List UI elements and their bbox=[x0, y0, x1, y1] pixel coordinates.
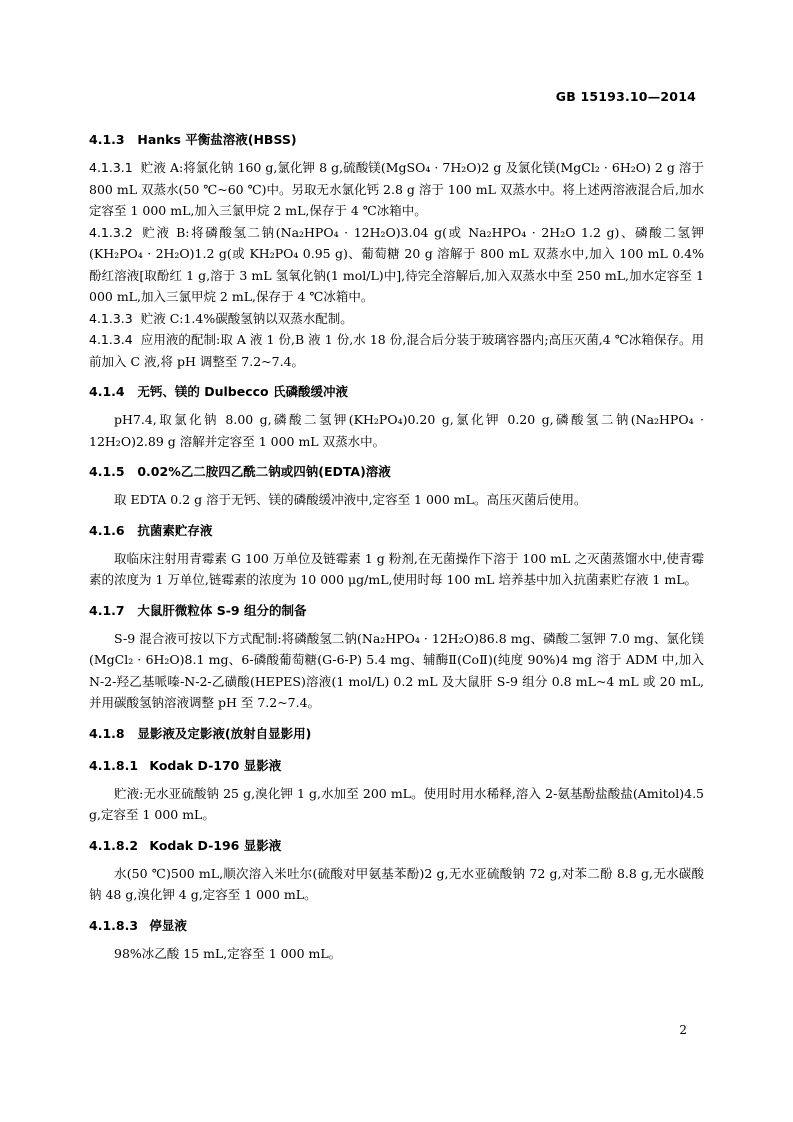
section-number: 4.1.4 bbox=[89, 384, 125, 399]
paragraph-4-1-5: 取 EDTA 0.2 g 溶于无钙、镁的磷酸缓冲液中,定容至 1 000 mL。高压灭菌后使用。 bbox=[114, 492, 587, 507]
section-heading bbox=[89, 382, 704, 400]
section-heading bbox=[89, 724, 704, 742]
section-heading bbox=[89, 601, 704, 619]
section-title: 抗菌素贮存液 bbox=[137, 522, 213, 538]
subsection-heading bbox=[89, 916, 704, 934]
page-content bbox=[89, 130, 704, 964]
section-title: 无钙、镁的 Dulbecco 氏磷酸缓冲液 bbox=[137, 384, 348, 399]
clause-number: 4.1.3.2 bbox=[89, 224, 133, 240]
section-title: Kodak D-196 显影液 bbox=[149, 837, 282, 853]
clause-number: 4.1.3.4 bbox=[89, 332, 133, 347]
subsection-heading bbox=[89, 756, 704, 774]
standard-code: GB 15193.10—2014 bbox=[555, 89, 696, 104]
section-title: Hanks 平衡盐溶液(HBSS) bbox=[137, 132, 297, 147]
section-heading bbox=[89, 521, 704, 539]
section-number: 4.1.3 bbox=[89, 132, 125, 147]
clause-text: 应用液的配制:取 A 液 1 份,B 液 1 份,水 18 份,混合后分装于玻璃容器内;高压灭菌,4 ℃冰箱保存。用前加入 C 液,将 pH 调整至 7.2~7.4。 bbox=[89, 332, 704, 369]
section-title: 大鼠肝微粒体 S-9 组分的制备 bbox=[137, 602, 307, 618]
paragraph-4-1-3-2 bbox=[89, 222, 704, 308]
paragraph-4-1-7: S-9 混合液可按以下方式配制:将磷酸氢二钠(Na₂HPO₄ · 12H₂O)86.8 mg、磷酸二氢钾 7.0 mg、氯化镁(MgCl₂ · 6H₂O)8.1 mg、6-磷酸葡萄糖(G-6-P) 5.4 mg、辅酶Ⅱ(CoⅡ)(纯度 90%)4 mg 溶于 ADM 中,加入 N-2-羟乙基哌嗪-N-2-乙磺酸(HEPES)溶液(1 mol/L) 0.2 mL 及大鼠肝 S-9 组分 0.8 mL~4 mL 或 20 mL,并用碳酸氢钠溶液调整 pH 至 7.2~7.4。 bbox=[89, 630, 704, 710]
section-number: 4.1.8.2 bbox=[89, 837, 139, 853]
paragraph-4-1-4: pH7.4,取氯化钠 8.00 g,磷酸二氢钾(KH₂PO₄)0.20 g,氯化钾 0.20 g,磷酸氢二钠(Na₂HPO₄ · 12H₂O)2.89 g 溶解并定容至 1 000 mL 双蒸水中。 bbox=[89, 412, 704, 449]
paragraph-4-1-3-1 bbox=[89, 157, 704, 222]
section-number: 4.1.8.3 bbox=[89, 917, 139, 933]
page-number: 2 bbox=[679, 1023, 687, 1037]
clause-number: 4.1.3.1 bbox=[89, 160, 133, 175]
section-number: 4.1.8.1 bbox=[89, 757, 139, 773]
paragraph-4-1-8-1: 贮液:无水亚硫酸钠 25 g,溴化钾 1 g,水加至 200 mL。使用时用水稀释,溶入 2-氨基酚盐酸盐(Amitol)4.5 g,定容至 1 000 mL。 bbox=[89, 785, 704, 822]
clause-text: 贮液 B:将磷酸氢二钠(Na₂HPO₄ · 12H₂O)3.04 g(或 Na₂HPO₄ · 2H₂O 1.2 g)、磷酸二氢钾(KH₂PO₄ · 2H₂O)1.2 g(或 KH₂PO₄ 0.95 g)、葡萄糖 20 g 溶解于 800 mL 双蒸水中,加入 100 mL 0.4% 酚红溶液[取酚红 1 g,溶于 3 mL 氢氧化钠(1 mol/L)中],待完全溶解后,加入双蒸水中至 250 mL,加水定容至 1 000 mL,加入三氯甲烷 2 mL,保存于 4 ℃冰箱中。 bbox=[89, 224, 704, 304]
section-number: 4.1.5 bbox=[89, 464, 125, 479]
paragraph-4-1-3-3 bbox=[89, 308, 704, 330]
section-heading bbox=[89, 130, 704, 148]
paragraph-4-1-8-2: 水(50 ℃)500 mL,顺次溶入米吐尔(硫酸对甲氨基苯酚)2 g,无水亚硫酸钠 72 g,对苯二酚 8.8 g,无水碳酸钠 48 g,溴化钾 4 g,定容至 1 000 mL。 bbox=[89, 865, 704, 902]
subsection-heading bbox=[89, 836, 704, 854]
paragraph-4-1-8-3: 98%冰乙酸 15 mL,定容至 1 000 mL。 bbox=[114, 945, 342, 961]
section-title: Kodak D-170 显影液 bbox=[149, 757, 282, 773]
clause-text: 贮液 C:1.4%碳酸氢钠以双蒸水配制。 bbox=[140, 310, 353, 326]
section-heading bbox=[89, 462, 704, 480]
section-number: 4.1.7 bbox=[89, 602, 125, 618]
clause-text: 贮液 A:将氯化钠 160 g,氯化钾 8 g,硫酸镁(MgSO₄ · 7H₂O)2 g 及氯化镁(MgCl₂ · 6H₂O) 2 g 溶于 800 mL 双蒸水(50 ℃~60 ℃)中。另取无水氯化钙 2.8 g 溶于 100 mL 双蒸水中。将上述两溶液混合后,加水定容至 1 000 mL,加入三氯甲烷 2 mL,保存于 4 ℃冰箱中。 bbox=[89, 160, 704, 218]
section-number: 4.1.6 bbox=[89, 522, 125, 538]
section-title: 显影液及定影液(放射自显影用) bbox=[137, 725, 312, 741]
paragraph-4-1-6: 取临床注射用青霉素 G 100 万单位及链霉素 1 g 粉剂,在无菌操作下溶于 100 mL 之灭菌蒸馏水中,使青霉素的浓度为 1 万单位,链霉素的浓度为 10 000 μg/mL,使用时每 100 mL 培养基中加入抗菌素贮存液 1 mL。 bbox=[89, 550, 704, 587]
paragraph-4-1-3-4 bbox=[89, 329, 704, 372]
clause-number: 4.1.3.3 bbox=[89, 310, 133, 326]
section-number: 4.1.8 bbox=[89, 725, 125, 741]
section-title: 0.02%乙二胺四乙酰二钠或四钠(EDTA)溶液 bbox=[137, 464, 391, 479]
section-title: 停显液 bbox=[149, 917, 187, 933]
